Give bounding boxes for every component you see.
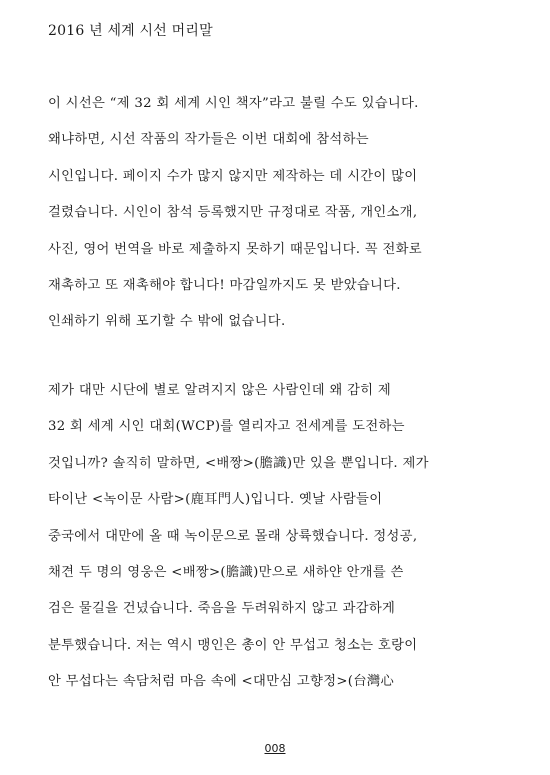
page-number: 008	[264, 742, 286, 755]
text-line: 인쇄하기 위해 포기할 수 밖에 없습니다.	[48, 314, 286, 330]
text-line: 분투했습니다. 저는 역시 맹인은 총이 안 무섭고 청소는 호랑이	[48, 637, 418, 653]
text-line: 시인입니다. 페이지 수가 많지 않지만 제작하는 데 시간이 많이	[48, 168, 418, 184]
text-line: 것입니까? 솔직히 말하면, <배짱>(膽識)만 있을 뿐입니다. 제가	[48, 455, 429, 471]
text-line: 제가 대만 시단에 별로 알려지지 않은 사람인데 왜 감히 제	[48, 383, 392, 398]
document-title: 2016 년 세계 시선 머리말	[48, 23, 213, 39]
paragraph-1	[48, 95, 518, 350]
text-line: 검은 물길을 건넜습니다. 죽음을 두려워하지 않고 과감하게	[48, 601, 396, 617]
text-line: 걸렸습니다. 시인이 참석 등록했지만 규정대로 작품, 개인소개,	[48, 205, 418, 221]
text-line: 타이난 <녹이문 사람>(鹿耳門人)입니다. 옛날 사람들이	[48, 492, 383, 508]
text-line: 사진, 영어 번역을 바로 제출하지 못하기 때문입니다. 꼭 전화로	[48, 241, 422, 257]
text-line: 중국에서 대만에 올 때 녹이문으로 몰래 상륙했습니다. 정성공,	[48, 528, 418, 544]
text-line: 이 시선은 “제 32 회 세계 시인 책자”라고 불릴 수도 있습니다.	[48, 96, 419, 111]
paragraph-2	[48, 382, 518, 710]
text-line: 왜냐하면, 시선 작품의 작가들은 이번 대회에 참석하는	[48, 132, 369, 148]
text-line: 재촉하고 또 재촉해야 합니다! 마감일까지도 못 받았습니다.	[48, 277, 401, 293]
text-line: 안 무섭다는 속담처럼 마음 속에 <대만심 고향정>(台灣心	[48, 674, 395, 690]
text-line: 32 회 세계 시인 대회(WCP)를 열리자고 전세계를 도전하는	[48, 419, 405, 435]
text-line: 채견 두 명의 영웅은 <배짱>(膽識)만으로 새하얀 안개를 쓴	[48, 564, 404, 580]
